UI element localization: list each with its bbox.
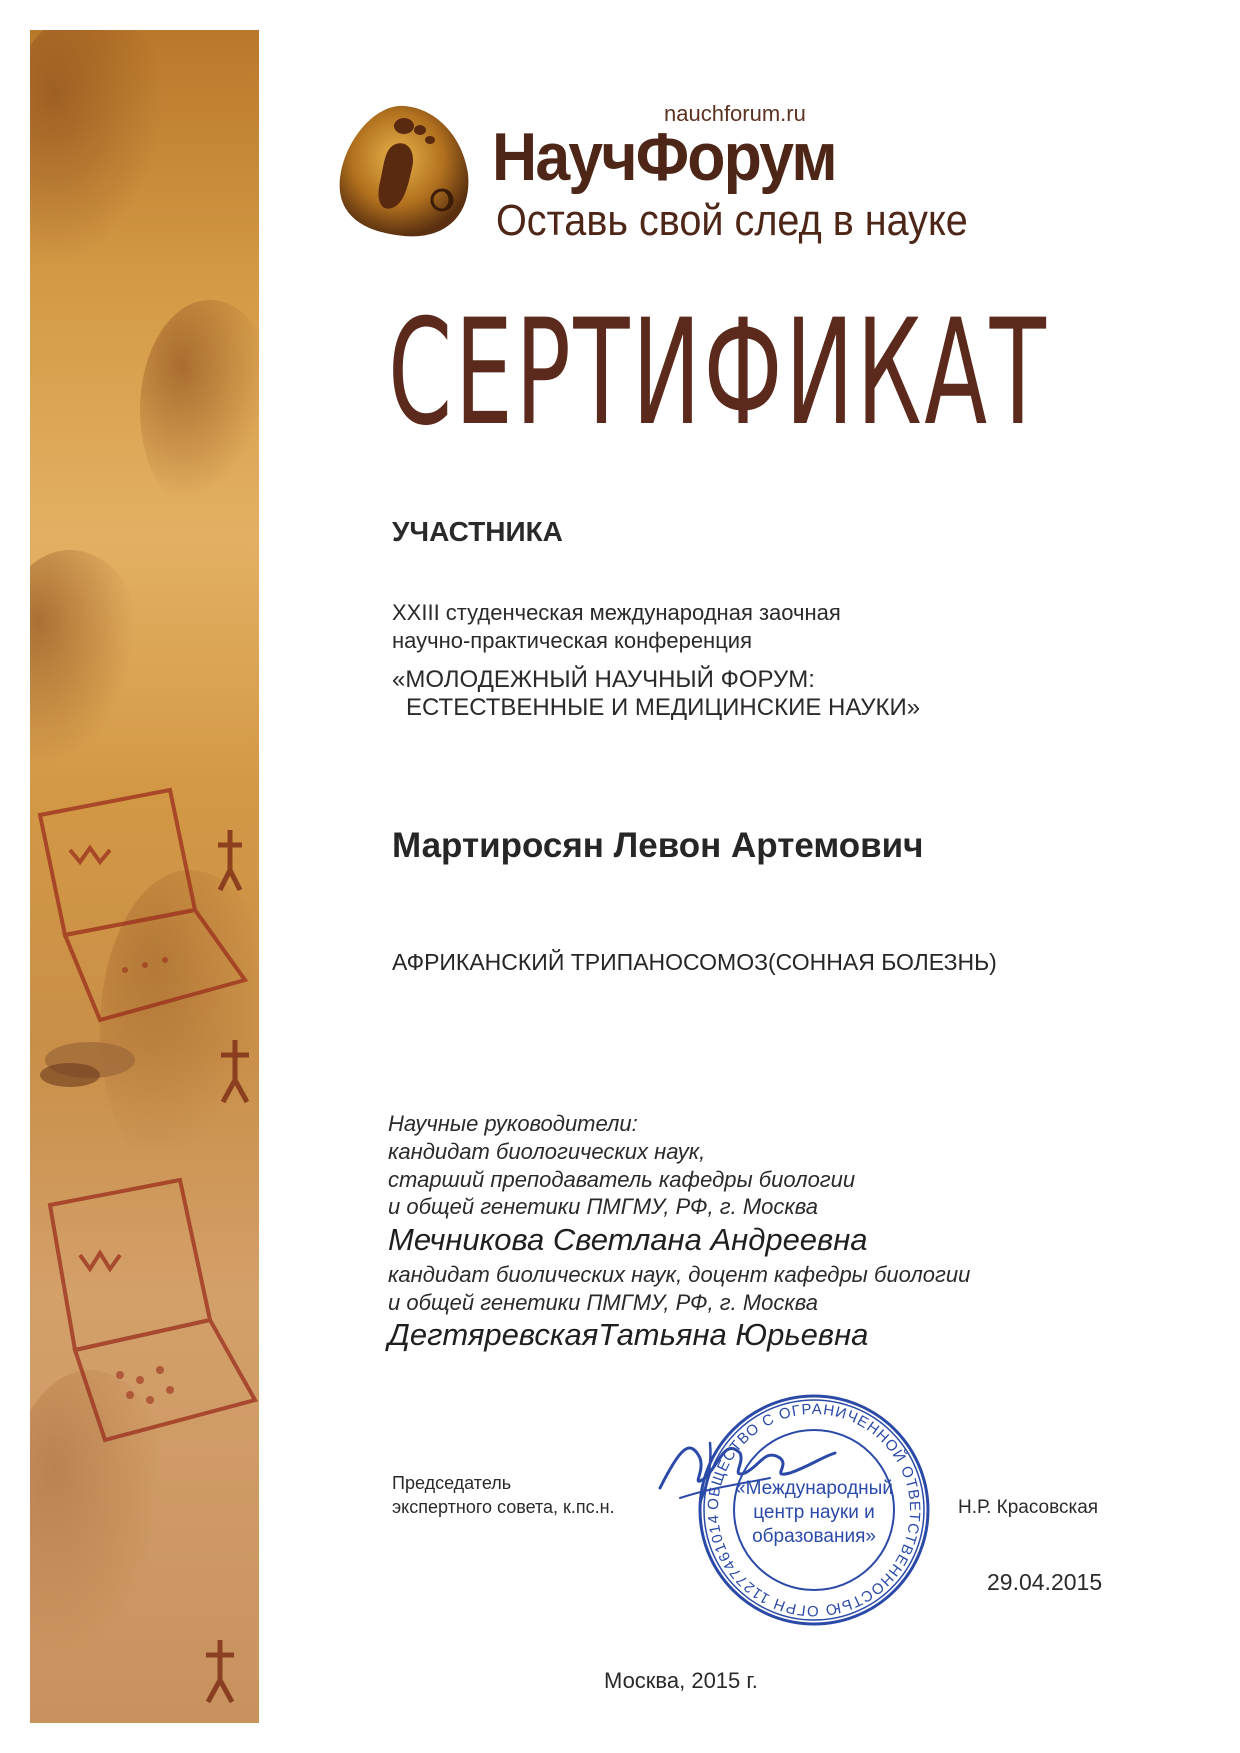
stamp-ring-text: ОБЩЕСТВО С ОГРАНИЧЕННОЙ ОТВЕТСТВЕННОСТЬЮ ОГРН 11277461014 xyxy=(704,1400,924,1620)
conference-name-line-2: ЕСТЕСТВЕННЫЕ И МЕДИЦИНСКИЕ НАУКИ» xyxy=(406,694,921,721)
conference-name-line-1: «МОЛОДЕЖНЫЙ НАУЧНЫЙ ФОРУМ: xyxy=(392,666,815,693)
supervisor-2-line-1: кандидат биолических наук, доцент кафедры биологии xyxy=(388,1262,971,1287)
certificate-title: СЕРТИФИКАТ xyxy=(388,288,1049,458)
supervisor-2-name: ДегтяревскаяТатьяна Юрьевна xyxy=(388,1317,869,1352)
chair-title-line-2: экспертного совета, к.пс.н. xyxy=(392,1497,615,1517)
certificate-role: УЧАСТНИКА xyxy=(392,516,563,547)
supervisor-1-line-1: кандидат биологических наук, xyxy=(388,1139,706,1164)
cave-art-strip-icon xyxy=(30,30,259,1723)
decorative-strip xyxy=(30,30,259,1723)
stamp-center-line-3: образования» xyxy=(752,1526,876,1547)
chair-title-line-1: Председатель xyxy=(392,1473,512,1493)
supervisor-1-name: Мечникова Светлана Андреевна xyxy=(388,1222,868,1257)
issue-date: 29.04.2015 xyxy=(987,1569,1103,1595)
supervisor-2-line-2: и общей генетики ПМГМУ, РФ, г. Москва xyxy=(388,1290,819,1315)
participant-name: Мартиросян Левон Артемович xyxy=(392,826,924,865)
stamp-center-line-1: «Международный xyxy=(735,1478,893,1499)
conference-line-2: научно-практическая конференция xyxy=(392,628,753,653)
brand-name: НаучФорум xyxy=(492,119,836,195)
supervisor-1-line-3: и общей генетики ПМГМУ, РФ, г. Москва xyxy=(388,1194,819,1219)
supervisors-heading: Научные руководители: xyxy=(388,1111,638,1136)
conference-line-1: XXIII студенческая международная заочная xyxy=(392,600,841,625)
brand-url: nauchforum.ru xyxy=(664,101,806,126)
footprint-logo-icon xyxy=(334,104,474,244)
brand-logo xyxy=(334,104,474,244)
signer-name: Н.Р. Красовская xyxy=(958,1497,1099,1518)
supervisor-1-line-2: старший преподаватель кафедры биологии xyxy=(388,1167,856,1192)
paper-topic: АФРИКАНСКИЙ ТРИПАНОСОМОЗ(СОННАЯ БОЛЕЗНЬ) xyxy=(392,949,997,975)
stamp-center-line-2: центр науки и xyxy=(753,1502,875,1523)
brand-tagline: Оставь свой след в науке xyxy=(496,196,968,245)
issue-place: Москва, 2015 г. xyxy=(604,1668,758,1693)
signature-icon xyxy=(650,1418,840,1518)
